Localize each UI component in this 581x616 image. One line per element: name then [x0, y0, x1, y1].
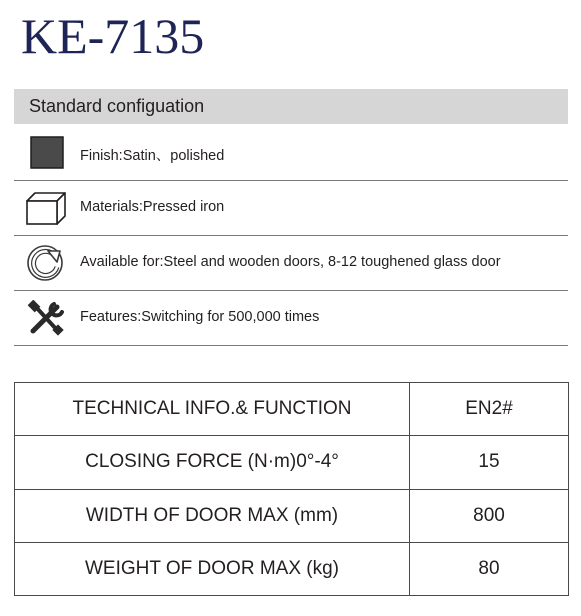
table-cell-label: WEIGHT OF DOOR MAX (kg)	[15, 542, 410, 595]
refresh-arrow-icon	[24, 245, 68, 281]
config-row-materials	[14, 181, 568, 236]
finish-swatch-icon	[24, 135, 68, 171]
cube-icon	[24, 190, 68, 226]
table-header-cell: EN2#	[410, 383, 569, 436]
table-cell-value: 15	[410, 436, 569, 489]
config-text-materials: Materials:Pressed iron	[80, 199, 225, 215]
table-header-cell: TECHNICAL INFO.& FUNCTION	[15, 383, 410, 436]
table-cell-value: 800	[410, 489, 569, 542]
product-title: KE-7135	[21, 8, 205, 64]
table-cell-value: 80	[410, 542, 569, 595]
table-row	[15, 489, 569, 542]
table-cell-label: CLOSING FORCE (N·m)0°-4°	[15, 436, 410, 489]
table-header-row	[15, 383, 569, 436]
section-header-label: Standard configuation	[29, 96, 205, 116]
section-header	[14, 89, 568, 124]
config-row-available	[14, 236, 568, 291]
table-row	[15, 542, 569, 595]
row-divider	[14, 345, 568, 346]
table-cell-label: WIDTH OF DOOR MAX (mm)	[15, 489, 410, 542]
config-text-features: Features:Switching for 500,000 times	[80, 309, 320, 325]
config-text-available: Available for:Steel and wooden doors, 8-12 toughened glass door	[80, 254, 501, 270]
config-row-features	[14, 291, 568, 346]
tools-icon	[24, 300, 68, 336]
config-row-finish	[14, 126, 568, 181]
technical-info-table	[14, 382, 569, 596]
table-row	[15, 436, 569, 489]
config-text-finish: Finish:Satin、polished	[80, 148, 225, 164]
